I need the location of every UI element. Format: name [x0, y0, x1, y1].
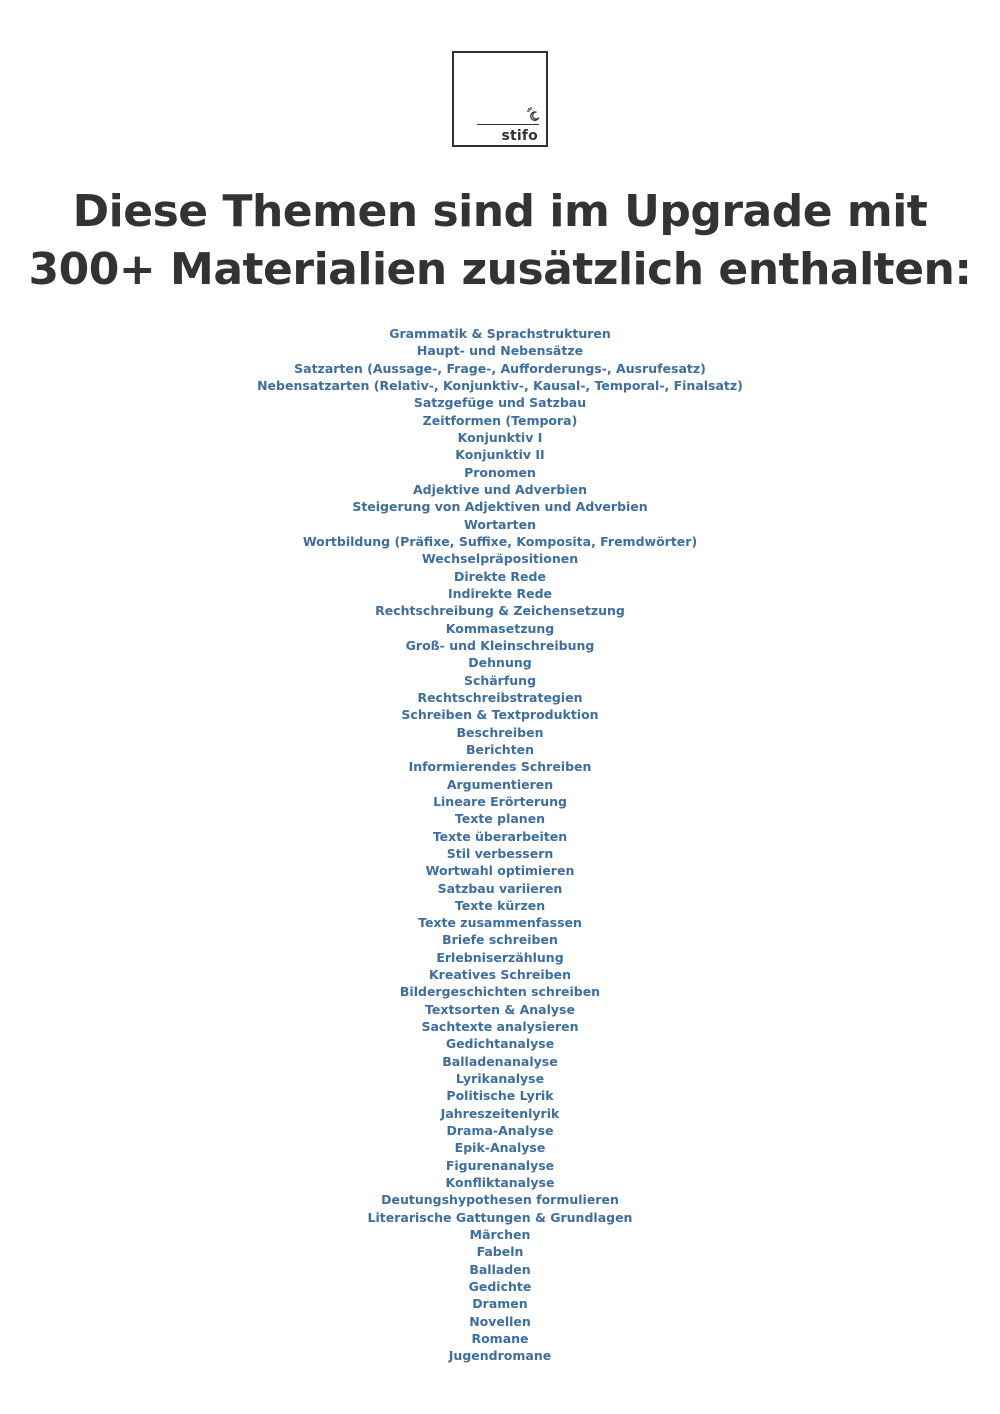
topic-item: Informierendes Schreiben [408, 759, 592, 775]
topic-item: Texte zusammenfassen [418, 915, 582, 931]
topic-item: Konjunktiv I [457, 429, 543, 445]
topic-item: Wortwahl optimieren [425, 863, 575, 879]
topic-item: Epik-Analyse [454, 1140, 546, 1156]
logo-line [477, 124, 539, 125]
topic-item: Konfliktanalyse [445, 1175, 555, 1191]
topic-item: Dehnung [468, 655, 532, 671]
topic-item: Politische Lyrik [446, 1088, 554, 1104]
topic-item: Jahreszeitenlyrik [440, 1105, 560, 1121]
topic-item: Haupt- und Nebensätze [416, 343, 584, 359]
topic-item: Fabeln [476, 1244, 524, 1260]
topic-item: Textsorten & Analyse [425, 1001, 575, 1017]
logo [452, 51, 548, 147]
topic-item: Dramen [472, 1296, 528, 1312]
topic-item: Bildergeschichten schreiben [399, 984, 601, 1000]
topic-item: Deutungshypothesen formulieren [381, 1192, 619, 1208]
topic-item: Kommasetzung [445, 620, 555, 636]
topic-item: Wortbildung (Präfixe, Suffixe, Komposita, Fremdwörter) [302, 533, 698, 549]
topic-item: Gedichtanalyse [445, 1036, 555, 1052]
topic-item: Briefe schreiben [442, 932, 558, 948]
topic-item: Wechselpräpositionen [421, 551, 579, 567]
headline-line-1: Diese Themen sind im Upgrade mit [72, 186, 928, 237]
topic-item: Kreatives Schreiben [428, 967, 571, 983]
topic-item: Lineare Erörterung [433, 793, 567, 809]
topic-item: Balladen [469, 1261, 531, 1277]
topic-item: Berichten [465, 741, 535, 757]
topic-item: Gedichte [468, 1279, 532, 1295]
topic-item: Texte planen [454, 811, 546, 827]
topic-item: Sachtexte analysieren [421, 1019, 579, 1035]
topic-list [0, 325, 1000, 1365]
topic-item: Beschreiben [456, 724, 544, 740]
topic-item: Schärfung [463, 672, 537, 688]
topic-item: Zeitformen (Tempora) [422, 412, 578, 428]
topic-item: Schreiben & Textproduktion [401, 707, 599, 723]
sun-moon-icon [526, 106, 542, 122]
topic-item: Jugendromane [448, 1348, 552, 1364]
topic-item: Romane [471, 1331, 529, 1347]
topic-item: Pronomen [464, 464, 536, 480]
topic-item: Adjektive und Adverbien [412, 481, 588, 497]
page-headline [0, 183, 1000, 299]
topic-item: Rechtschreibung & Zeichensetzung [375, 603, 625, 619]
topic-item: Drama-Analyse [446, 1123, 554, 1139]
topic-item: Direkte Rede [454, 568, 546, 584]
topic-item: Steigerung von Adjektiven und Adverbien [352, 499, 648, 515]
topic-item: Satzarten (Aussage-, Frage-, Aufforderungs-, Ausrufesatz) [294, 360, 706, 376]
topic-item: Märchen [469, 1227, 531, 1243]
topic-item: Rechtschreibstrategien [417, 689, 583, 705]
topic-item: Indirekte Rede [447, 585, 553, 601]
topic-item: Figurenanalyse [445, 1157, 555, 1173]
topic-item: Konjunktiv II [455, 447, 545, 463]
topic-item: Texte überarbeiten [432, 828, 568, 844]
topic-item: Erlebniserzählung [436, 949, 564, 965]
topic-item: Grammatik & Sprachstrukturen [389, 326, 611, 341]
topic-item: Balladenanalyse [442, 1053, 558, 1069]
logo-brand-text: stifo [501, 128, 538, 144]
topic-item: Argumentieren [446, 776, 554, 792]
topic-item: Texte kürzen [454, 897, 546, 913]
topic-item: Stil verbessern [446, 845, 554, 861]
topic-item: Groß- und Kleinschreibung [405, 637, 595, 653]
topic-item: Satzgefüge und Satzbau [413, 395, 587, 411]
topic-item: Lyrikanalyse [455, 1071, 545, 1087]
topic-item: Novellen [469, 1313, 531, 1329]
headline-line-2: 300+ Materialien zusätzlich enthalten: [28, 244, 972, 295]
topic-item: Satzbau variieren [437, 880, 563, 896]
topic-item: Nebensatzarten (Relativ-, Konjunktiv-, Kausal-, Temporal-, Finalsatz) [257, 377, 743, 393]
topic-item: Literarische Gattungen & Grundlagen [367, 1209, 633, 1225]
topic-item: Wortarten [463, 516, 537, 532]
